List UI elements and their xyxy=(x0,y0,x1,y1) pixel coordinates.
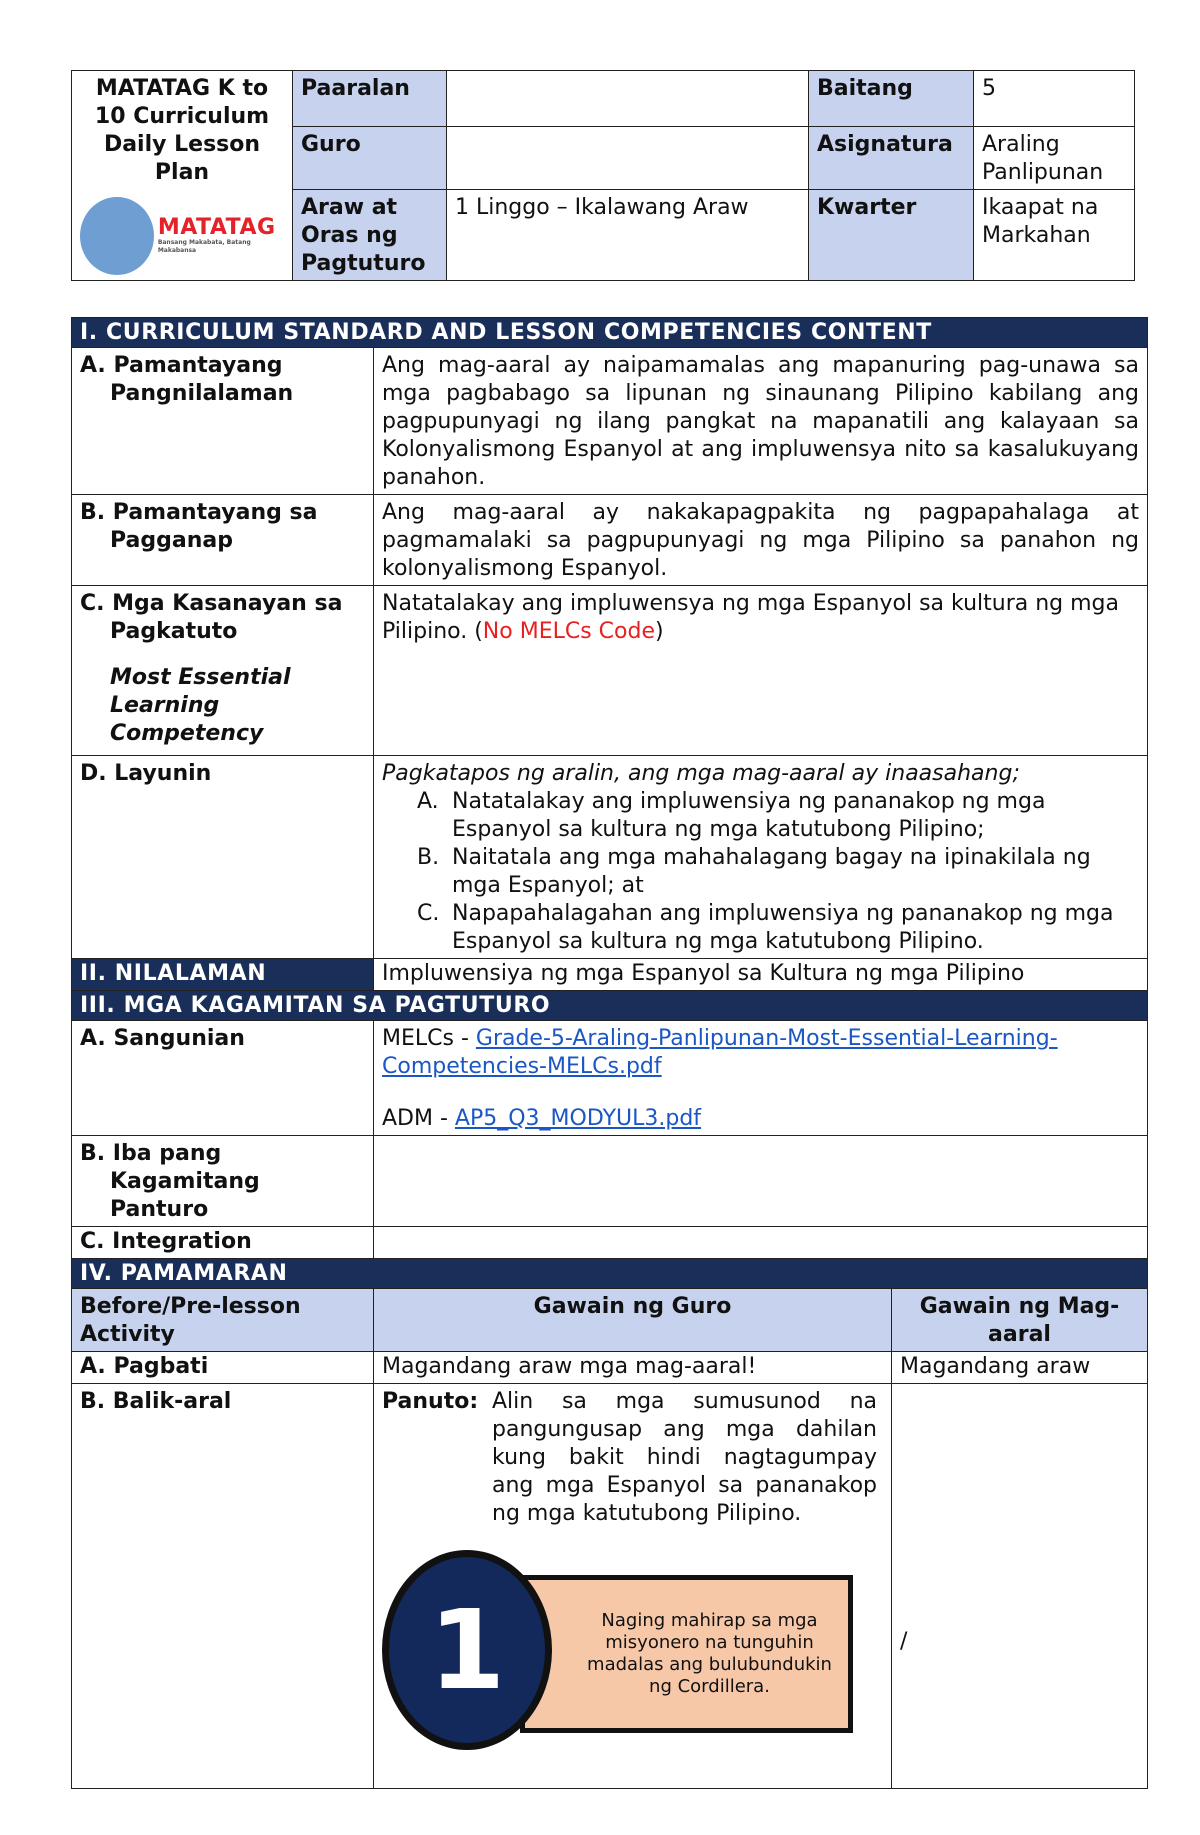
melc-label: Most Essential Learning Competency xyxy=(110,665,291,746)
statement-number-badge: 1 xyxy=(382,1550,552,1750)
list-item: B. Naitatala ang mga mahahalagang bagay na ipinakilala ng mga Espanyol; at xyxy=(417,845,1091,898)
sangunian-content: MELCs - Grade-5-Araling-Panlipunan-Most-Essential-Learning-Competencies-MELCs.pdf ADM - AP5_Q3_MODYUL3.pdf xyxy=(374,1021,1148,1136)
pamantayang-pangnilalaman-label: A. Pamantayang Pangnilalaman xyxy=(72,348,374,495)
kasanayan-label: C. Mga Kasanayan sa Pagkatuto Most Essential Learning Competency xyxy=(72,586,374,756)
araw-label: Araw at Oras ng Pagtuturo xyxy=(293,190,447,281)
iba-pang-kagamitan-label: B. Iba pang Kagamitang Panturo xyxy=(72,1136,374,1227)
sangunian-label: A. Sangunian xyxy=(72,1021,374,1136)
pagbati-guro: Magandang araw mga mag-aaral! xyxy=(374,1352,892,1384)
section-1-header: I. CURRICULUM STANDARD AND LESSON COMPETENCIES CONTENT xyxy=(72,318,1148,348)
header-table xyxy=(71,70,1135,281)
matatag-logo xyxy=(80,197,284,275)
araw-value: 1 Linggo – Ikalawang Araw xyxy=(447,190,809,281)
statement-card-text: Naging mahirap sa mga misyonero na tunguhin madalas ang bulubundukin ng Cordillera. xyxy=(520,1575,853,1733)
kasanayan-text: Natatalakay ang impluwensya ng mga Espanyol sa kultura ng mga Pilipino. (No MELCs Code) xyxy=(374,586,1148,756)
melcs-link[interactable]: Grade-5-Araling-Panlipunan-Most-Essential-Learning-Competencies-MELCs.pdf xyxy=(382,1026,1058,1079)
balik-aral-mag-aaral xyxy=(892,1384,1148,1789)
guro-value xyxy=(447,127,809,190)
logo-word: MATATAG xyxy=(157,215,276,240)
statement-card xyxy=(382,1550,883,1770)
integration-value xyxy=(374,1227,1148,1259)
lesson-plan-table xyxy=(71,317,1148,1789)
layunin-label: D. Layunin xyxy=(72,756,374,959)
paaralan-label: Paaralan xyxy=(293,71,447,127)
section-3-header: III. MGA KAGAMITAN SA PAGTUTURO xyxy=(72,991,1148,1021)
balik-aral-label: B. Balik-aral xyxy=(72,1384,374,1789)
pamantayang-pagganap-text: Ang mag-aaral ay nakakapagpakita ng pagpapahalaga at pagmamalaki sa pagpupunyagi ng mga Pilipino sa panahon ng kolonyalismong Espanyol. xyxy=(374,495,1148,586)
dlp-title-cell xyxy=(72,71,293,281)
logo-circle-icon xyxy=(80,197,154,275)
layunin-intro: Pagkatapos ng aralin, ang mga mag-aaral ay inaasahang; xyxy=(382,761,1020,786)
nilalaman-text: Impluwensiya ng mga Espanyol sa Kultura ng mga Pilipino xyxy=(374,959,1148,991)
panuto-text: Alin sa mga sumusunod na pangungusap ang mga dahilan kung bakit hindi nagtagumpay ang mga Espanyol sa pananakop ng mga katutubong Pilipino. xyxy=(492,1389,877,1526)
col-mag-aaral-header: Gawain ng Mag-aaral xyxy=(892,1289,1148,1352)
list-item: C. Napapahalagahan ang impluwensiya ng pananakop ng mga Espanyol sa kultura ng mga katutubong Pilipino. xyxy=(417,901,1114,954)
section-4-header: IV. PAMAMARAN xyxy=(72,1259,1148,1289)
col-before-header: Before/Pre-lesson Activity xyxy=(72,1289,374,1352)
logo-tagline: Bansang Makabata, Batang Makabansa xyxy=(157,239,251,254)
layunin-list xyxy=(382,788,1139,956)
guro-label: Guro xyxy=(293,127,447,190)
pagbati-label: A. Pagbati xyxy=(72,1352,374,1384)
pamantayang-pagganap-label: B. Pamantayang sa Pagganap xyxy=(72,495,374,586)
kwarter-value: Ikaapat na Markahan xyxy=(974,190,1135,281)
kwarter-label: Kwarter xyxy=(809,190,974,281)
paaralan-value xyxy=(447,71,809,127)
iba-pang-kagamitan-value xyxy=(374,1136,1148,1227)
layunin-content xyxy=(374,756,1148,959)
baitang-value: 5 xyxy=(974,71,1135,127)
list-item: A. Natatalakay ang impluwensiya ng pananakop ng mga Espanyol sa kultura ng mga katutubong Pilipino; xyxy=(417,789,1046,842)
col-guro-header: Gawain ng Guro xyxy=(374,1289,892,1352)
section-2-header: II. NILALAMAN xyxy=(72,959,374,991)
panuto-label: Panuto: xyxy=(382,1389,479,1414)
answer-mark: / xyxy=(900,1629,908,1654)
baitang-label: Baitang xyxy=(809,71,974,127)
integration-label: C. Integration xyxy=(72,1227,374,1259)
balik-aral-guro xyxy=(374,1384,892,1789)
asignatura-value: Araling Panlipunan xyxy=(974,127,1135,190)
asignatura-label: Asignatura xyxy=(809,127,974,190)
pamantayang-pangnilalaman-text: Ang mag-aaral ay naipamamalas ang mapanuring pag-unawa sa mga pagbabago sa lipunan ng sinaunang Pilipino kabilang ang pagpupunyagi ng ilang pangkat na mapanatili ang kalayaan sa Kolonyalismong Espanyol at ang impluwensya nito sa kasalukuyang panahon. xyxy=(374,348,1148,495)
pagbati-mag-aaral: Magandang araw xyxy=(892,1352,1148,1384)
adm-link[interactable]: AP5_Q3_MODYUL3.pdf xyxy=(454,1106,702,1131)
panuto xyxy=(382,1388,883,1528)
dlp-title: MATATAG K to 10 Curriculum Daily Lesson Plan xyxy=(94,76,270,185)
melc-code: No MELCs Code xyxy=(482,619,655,644)
